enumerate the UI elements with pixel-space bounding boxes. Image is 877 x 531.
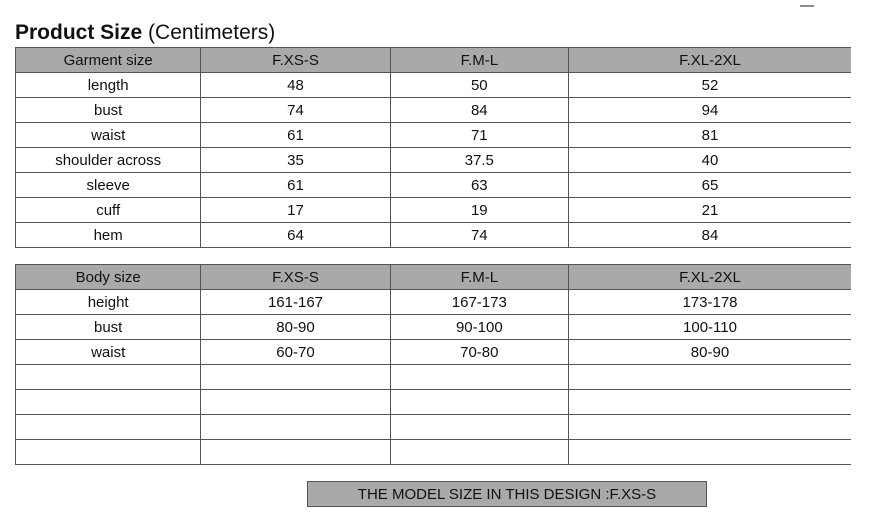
table-cell: 61: [201, 173, 390, 198]
model-size-note-text: THE MODEL SIZE IN THIS DESIGN :F.XS-S: [357, 485, 657, 503]
table-row: [16, 365, 852, 390]
title-unit: (Centimeters): [148, 21, 276, 44]
table-cell: 37.5: [390, 148, 568, 173]
table-cell: 94: [568, 98, 851, 123]
table-cell: 52: [568, 73, 851, 98]
row-label: length: [16, 73, 201, 98]
garment-header-label: Garment size: [16, 48, 201, 73]
row-label: sleeve: [16, 173, 201, 198]
table-cell: 60-70: [201, 340, 390, 365]
row-label: bust: [16, 98, 201, 123]
table-cell: 21: [568, 198, 851, 223]
body-header-xl-2xl: F.XL-2XL: [568, 265, 851, 290]
page-title: [15, 20, 275, 46]
table-row: [16, 98, 852, 123]
row-label: [16, 415, 201, 440]
table-row: [16, 315, 852, 340]
body-header-m-l: F.M-L: [390, 265, 568, 290]
table-cell: 17: [201, 198, 390, 223]
table-cell: 48: [201, 73, 390, 98]
table-cell: [201, 415, 390, 440]
table-row: [16, 73, 852, 98]
garment-size-table: [15, 47, 851, 248]
table-cell: [390, 440, 568, 465]
table-cell: [390, 365, 568, 390]
table-cell: 80-90: [201, 315, 390, 340]
table-cell: [201, 365, 390, 390]
table-cell: 100-110: [568, 315, 851, 340]
table-cell: 50: [390, 73, 568, 98]
garment-header-xs-s: F.XS-S: [201, 48, 390, 73]
table-cell: 81: [568, 123, 851, 148]
body-header-row: [16, 265, 852, 290]
table-cell: [201, 390, 390, 415]
table-cell: 84: [568, 223, 851, 248]
table-cell: [568, 365, 851, 390]
row-label: waist: [16, 340, 201, 365]
title-main: Product Size: [15, 21, 143, 44]
table-cell: 84: [390, 98, 568, 123]
row-label: hem: [16, 223, 201, 248]
table-cell: 74: [390, 223, 568, 248]
row-label: [16, 390, 201, 415]
body-header-xs-s: F.XS-S: [201, 265, 390, 290]
table-row: [16, 123, 852, 148]
row-label: shoulder across: [16, 148, 201, 173]
table-cell: 74: [201, 98, 390, 123]
table-cell: [568, 440, 851, 465]
table-row: [16, 340, 852, 365]
table-row: [16, 198, 852, 223]
table-cell: 65: [568, 173, 851, 198]
table-cell: 173-178: [568, 290, 851, 315]
table-cell: 35: [201, 148, 390, 173]
row-label: [16, 440, 201, 465]
row-label: waist: [16, 123, 201, 148]
table-cell: 167-173: [390, 290, 568, 315]
table-row: [16, 390, 852, 415]
table-cell: 64: [201, 223, 390, 248]
garment-header-m-l: F.M-L: [390, 48, 568, 73]
garment-header-xl-2xl: F.XL-2XL: [568, 48, 851, 73]
body-size-table: [15, 264, 851, 465]
row-label: bust: [16, 315, 201, 340]
table-cell: 161-167: [201, 290, 390, 315]
table-row: [16, 415, 852, 440]
table-cell: 70-80: [390, 340, 568, 365]
corner-mark: [800, 0, 814, 7]
table-row: [16, 223, 852, 248]
table-row: [16, 173, 852, 198]
table-cell: 63: [390, 173, 568, 198]
table-cell: [568, 415, 851, 440]
table-cell: [568, 390, 851, 415]
table-cell: [390, 390, 568, 415]
row-label: [16, 365, 201, 390]
table-cell: 90-100: [390, 315, 568, 340]
table-row: [16, 148, 852, 173]
row-label: cuff: [16, 198, 201, 223]
model-size-note: [307, 481, 707, 507]
table-cell: [390, 415, 568, 440]
table-cell: [201, 440, 390, 465]
table-cell: 40: [568, 148, 851, 173]
table-cell: 80-90: [568, 340, 851, 365]
row-label: height: [16, 290, 201, 315]
table-row: [16, 290, 852, 315]
table-cell: 19: [390, 198, 568, 223]
garment-header-row: [16, 48, 852, 73]
table-row: [16, 440, 852, 465]
body-header-label: Body size: [16, 265, 201, 290]
table-cell: 71: [390, 123, 568, 148]
table-cell: 61: [201, 123, 390, 148]
